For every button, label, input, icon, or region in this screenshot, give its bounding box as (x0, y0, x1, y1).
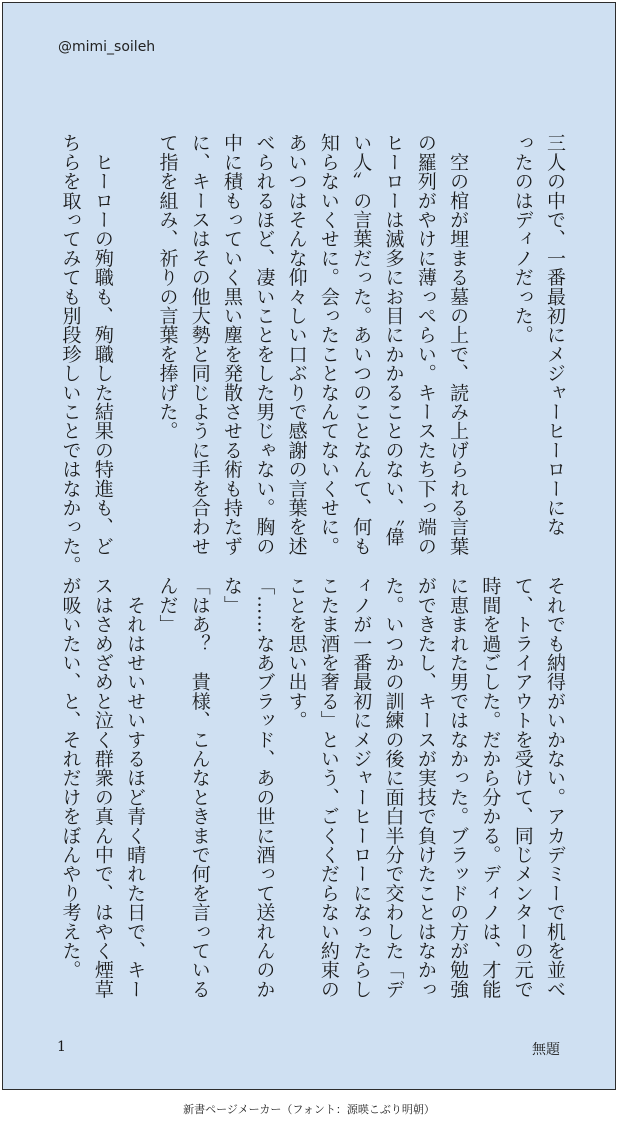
text-line: それでも納得がいかない。アカデミーで机を並べ (544, 576, 566, 999)
text-line: ことを思い出す。 (285, 576, 308, 730)
text-line: て指を組み、祈りの言葉を捧げた。 (156, 133, 179, 441)
text-line: の羅列がやけに薄っぺらい。キースたち下っ端の (414, 133, 437, 556)
text-line: こたま酒を奢る」という、ごくくだらない約束の (317, 576, 340, 999)
text-line: に、キースはその他大勢と同じように手を合わせ (188, 133, 211, 556)
author-handle: @mimi_soileh (58, 39, 156, 55)
text-line: ィノが一番最初にメジャーヒーローになったらし (350, 576, 373, 999)
text-line: い人〟の言葉だった。あいつのことなんて、何も (350, 133, 373, 556)
text-line: 「……なあブラッド、あの世に酒って送れんのか (253, 576, 276, 999)
text-line: あいつはそんな仰々しい口ぶりで感謝の言葉を述 (285, 133, 308, 556)
novel-page (2, 2, 616, 1090)
text-line: ちらを取ってみても別段珍しいことではなかった。 (59, 133, 82, 575)
text-line: それはせいせいするほど青く晴れた日で、キー (124, 576, 147, 999)
text-line: 時間を過ごした。だから分かる。ディノは、才能 (479, 576, 502, 999)
text-line: に恵まれた男ではなかった。ブラッドの方が勉強 (447, 576, 470, 999)
text-line: た。いつかの訓練の後に面白半分で交わした「デ (382, 576, 405, 999)
text-line: 中に積もっていく黒い塵を発散させる術も持たず (221, 133, 244, 556)
text-line: ヒーローは滅多にお目にかかることのない、〝偉 (382, 133, 405, 546)
text-line: んだ」 (156, 576, 179, 634)
text-line: 知らないくせに。会ったことなんてないくせに。 (317, 133, 340, 556)
text-line: 三人の中で、一番最初にメジャーヒーローにな (544, 133, 566, 537)
generator-credit: 新書ページメーカー（フォント：源暎こぶり明朝） (183, 1103, 435, 1116)
text-line: 「はあ？ 貴様、こんなときまで何を言っている (188, 576, 211, 999)
text-line: ヒーローの殉職も、殉職した結果の特進も、ど (91, 133, 114, 556)
text-line: ったのはディノだった。 (511, 133, 534, 345)
page-number: 1 (57, 1039, 66, 1055)
text-line: な」 (221, 576, 244, 615)
text-line (119, 133, 151, 533)
text-block-top (54, 133, 571, 575)
text-block-bottom (54, 576, 571, 1006)
text-line: 空の棺が埋まる墓の上で、読み上げられる言葉 (447, 133, 470, 556)
text-line: スはさめざめと泣く群衆の真ん中で、はやく煙草 (91, 576, 114, 999)
text-line: べられるほど、凄いことをした男じゃない。胸の (253, 133, 276, 556)
text-line (474, 133, 506, 533)
text-line: ができたし、キースが実技で負けたことはなかっ (414, 576, 437, 999)
page-title: 無題 (532, 1042, 560, 1058)
text-line: が吸いたい、と、それだけをぼんやり考えた。 (59, 576, 82, 980)
text-line: て、トライアウトを受けて、同じメンターの元で (511, 576, 534, 999)
